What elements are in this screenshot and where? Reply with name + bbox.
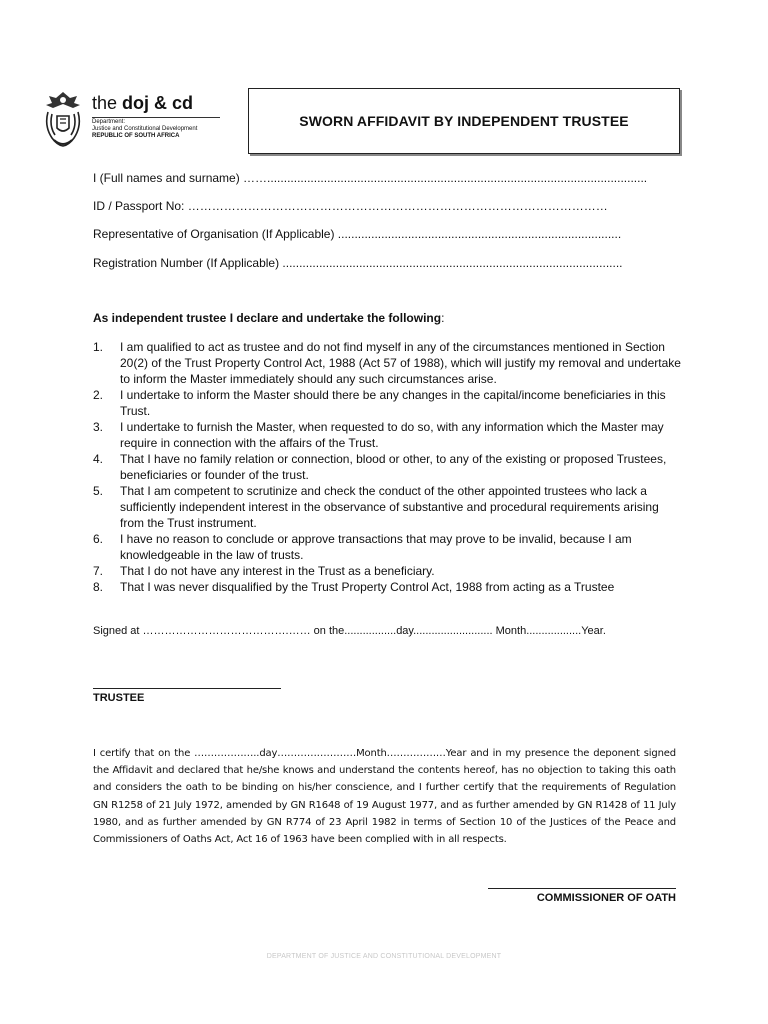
logo-divider bbox=[92, 117, 220, 118]
trustee-signature-line bbox=[93, 688, 281, 689]
list-item: 3. I undertake to furnish the Master, when requested to do so, with any information which the Master may require in connection with the affairs of the Trust. bbox=[93, 420, 664, 450]
logo-department-text: Department: Justice and Constitutional Development REPUBLIC OF SOUTH AFRICA bbox=[92, 119, 198, 139]
registration-number-field: Registration Number (If Applicable) ...................................................................................................... bbox=[93, 256, 623, 270]
list-item: 6. I have no reason to conclude or approve transactions that may prove to be invalid, because I am knowledgeable in the law of trusts. bbox=[93, 532, 632, 562]
list-item: 8. That I was never disqualified by the Trust Property Control Act, 1988 from acting as a Trustee bbox=[93, 580, 615, 594]
full-names-field: I (Full names and surname) …….................................................................................................................. bbox=[93, 171, 648, 185]
list-item: 2. I undertake to inform the Master should there be any changes in the capital/income beneficiaries in this Trust. bbox=[93, 388, 666, 418]
commissioner-label: COMMISSIONER OF OATH bbox=[536, 892, 676, 904]
trustee-label: TRUSTEE bbox=[93, 692, 145, 704]
list-item: 1. I am qualified to act as trustee and do not find myself in any of the circumstances mentioned in Section 20(2) of the Trust Property Control Act, 1988 (Act 57 of 1988), which will justify my removal and undertake to inform the Master immediately should any such circumstances arise. bbox=[93, 340, 681, 386]
id-passport-field: ID / Passport No: …………………………………………………………………………………………… bbox=[93, 199, 608, 213]
list-item: 5. That I am competent to scrutinize and check the conduct of the other appointed trustees who lack a sufficiently independent interest in the observance of substantive and procedural requirements arising from the Trust instrument. bbox=[93, 484, 659, 530]
certification-paragraph: I certify that on the ………………..day……………………Month………………Year and in my presence the deponent signed the Affidavit and declared that he/she knows and understand the contents hereof, has no objection to taking this oath and considers the oath to be binding on his/her conscience, and I further certify that the requirements of Regulation GN R1258 of 21 July 1972, amended by GN R1648 of 19 August 1977, and as further amended by GN R1428 of 11 July 1980, and as further amended by GN R774 of 23 April 1982 in terms of Section 10 of the Justices of the Peace and Commissioners of Oaths Act, Act 16 of 1963 have been complied with in all respects. bbox=[93, 748, 676, 846]
commissioner-signature-line bbox=[488, 888, 676, 889]
declaration-heading: As independent trustee I declare and undertake the following: bbox=[93, 311, 445, 325]
document-title: SWORN AFFIDAVIT BY INDEPENDENT TRUSTEE bbox=[248, 88, 680, 154]
declaration-list bbox=[93, 339, 683, 595]
page-footer: DEPARTMENT OF JUSTICE AND CONSTITUTIONAL DEVELOPMENT bbox=[266, 953, 502, 960]
coat-of-arms-logo bbox=[40, 88, 86, 152]
signed-at-line: Signed at ………………………………….…… on the.................day.......................... Month..................Year. bbox=[93, 625, 606, 637]
list-item: 7. That I do not have any interest in the Trust as a beneficiary. bbox=[93, 564, 435, 578]
organisation-field: Representative of Organisation (If Applicable) ..................................................................................... bbox=[93, 227, 622, 241]
logo-wordmark: the doj & cd bbox=[92, 93, 194, 113]
list-item: 4. That I have no family relation or connection, blood or other, to any of the existing or proposed Trustees, beneficiaries or founder of the trust. bbox=[93, 452, 667, 482]
